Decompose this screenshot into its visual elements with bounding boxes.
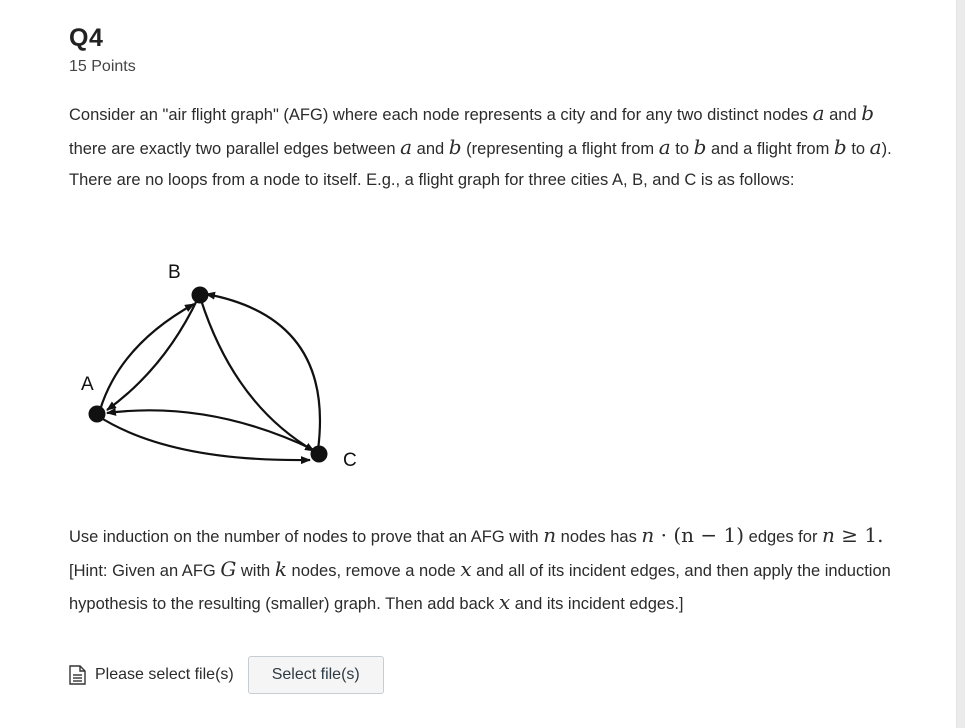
edge-b-to-a — [107, 298, 198, 410]
node-a — [89, 406, 106, 423]
document-icon — [69, 665, 86, 685]
file-upload-row — [69, 656, 384, 694]
flight-graph-diagram — [70, 250, 390, 480]
question-intro-text: Consider an "air flight graph" (AFG) where each node represents a city and for any two distinct nodes a and b there are exactly two parallel edges between a and b (representing a flight from a to b and a flight from b to a). There are no loops from a node to itself. E.g., a flight graph for three cities A, B, and C is as follows: — [69, 101, 892, 189]
upload-label: Please select file(s) — [95, 666, 234, 683]
node-c — [311, 446, 328, 463]
node-label-a: A — [81, 374, 94, 395]
edge-c-to-b — [206, 294, 320, 450]
edge-a-to-c — [98, 416, 310, 460]
question-problem-text: Use induction on the number of nodes to prove that an AFG with n nodes has n · (n − 1) edges for n ≥ 1. [Hint: Given an AFG G with k nodes, remove a node x and all of its incident edges, and then apply the induction hypothesis to the resulting (smaller) graph. Then add back x and its incident edges.] — [69, 523, 891, 614]
select-files-button[interactable]: Select file(s) — [248, 656, 384, 694]
node-b — [192, 287, 209, 304]
edge-a-to-b — [100, 304, 194, 410]
node-label-b: B — [168, 262, 181, 283]
node-label-c: C — [343, 450, 357, 471]
question-points: 15 Points — [69, 58, 136, 75]
question-title: Q4 — [69, 24, 104, 52]
